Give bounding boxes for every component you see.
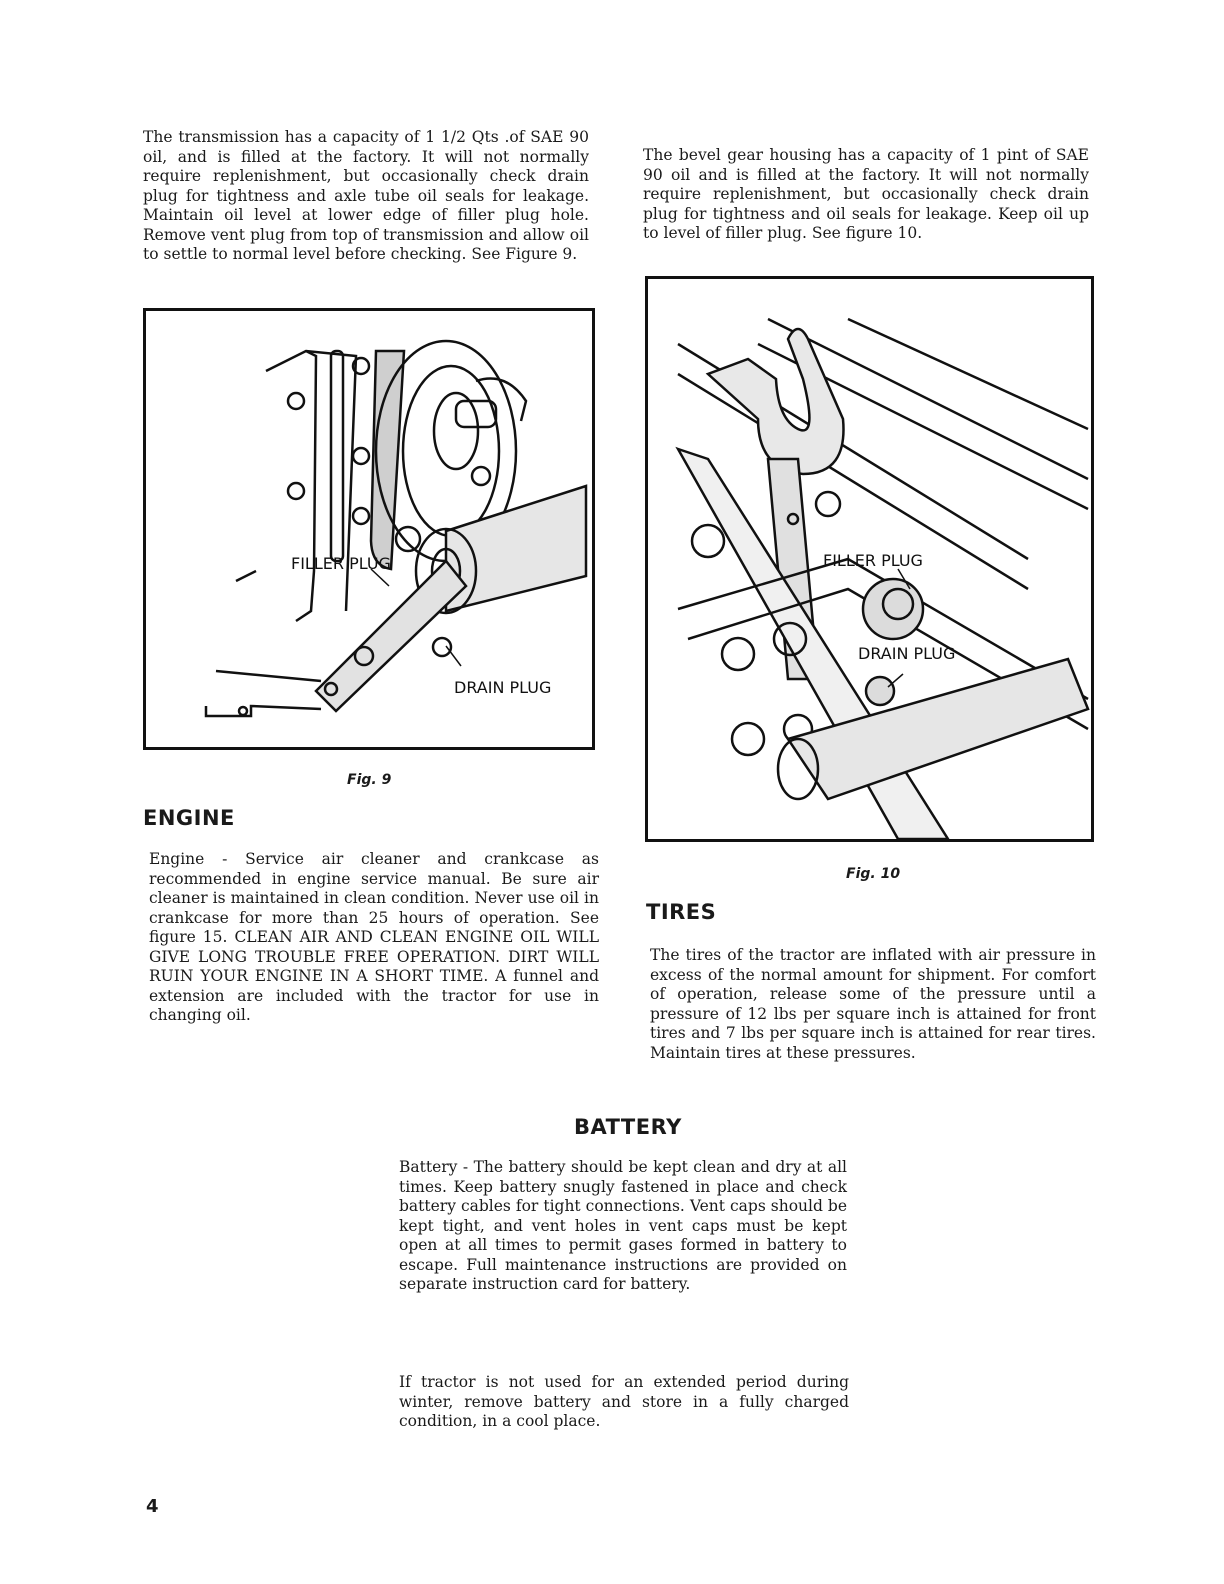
fig10-label-filler: FILLER PLUG bbox=[823, 551, 923, 570]
tires-heading: TIRES bbox=[646, 900, 717, 924]
fig10-rail-upper bbox=[848, 319, 1088, 429]
transmission-paragraph: The transmission has a capacity of 1 1/2 Qts .of SAE 90 oil, and is filled at the factory. It will not normally require replenishment, but occasionally check drain plug for tightness and axle tube oil seals for leakage. Maintain oil level at lower edge of filler plug hole. Remove vent plug from top of transmission and allow oil to settle to normal level before checking. See Figure 9. bbox=[143, 128, 589, 263]
page-number: 4 bbox=[146, 1496, 159, 1517]
engine-heading: ENGINE bbox=[143, 806, 235, 830]
fig10-illustration bbox=[648, 279, 1091, 839]
fig9-housing-rib bbox=[331, 351, 343, 561]
fig9-label-drain: DRAIN PLUG bbox=[454, 678, 552, 697]
figure-9 bbox=[143, 308, 595, 750]
battery-heading: BATTERY bbox=[574, 1115, 682, 1139]
fig9-illustration bbox=[146, 311, 592, 747]
fig10-drain-plug bbox=[866, 677, 894, 705]
fig9-axle-tube bbox=[446, 486, 586, 611]
battery-storage-paragraph: If tractor is not used for an extended period during winter, remove battery and store in a fully charged condition, in a cool place. bbox=[399, 1373, 849, 1430]
figure-10 bbox=[645, 276, 1094, 842]
bevel-gear-paragraph: The bevel gear housing has a capacity of 1 pint of SAE 90 oil and is filled at the factory. It will not normally require replenishment, but occasionally check drain plug for tightness and oil seals for leakage. Keep oil up to level of filler plug. See figure 10. bbox=[643, 146, 1089, 242]
fig9-caption: Fig. 9 bbox=[347, 772, 392, 788]
fig10-filler-plug bbox=[863, 579, 923, 639]
fig9-drain-plug bbox=[433, 638, 451, 656]
fig10-label-drain: DRAIN PLUG bbox=[858, 644, 956, 663]
fig9-label-filler: FILLER PLUG bbox=[291, 554, 391, 573]
fig9-pulley-inner bbox=[403, 366, 499, 536]
fig9-bracket bbox=[316, 561, 466, 711]
engine-paragraph: Engine - Service air cleaner and crankcase as recommended in engine service manual. Be sure air cleaner is maintained in clean condition. Never use oil in crankcase for more than 25 hours of operation. See figure 15. CLEAN AIR AND CLEAN ENGINE OIL WILL GIVE LONG TROUBLE FREE OPERATION. DIRT WILL RUIN YOUR ENGINE IN A SHORT TIME. A funnel and extension are included with the tractor for use in changing oil. bbox=[149, 850, 599, 1024]
tires-paragraph: The tires of the tractor are inflated with air pressure in excess of the normal amount for shipment. For comfort of operation, release some of the pressure until a pressure of 12 lbs per square inch is attained for front tires and 7 lbs per square inch is attained for rear tires. Maintain tires at these pressures. bbox=[650, 946, 1096, 1062]
fig10-caption: Fig. 10 bbox=[846, 866, 901, 882]
fig9-filler-plug bbox=[396, 527, 420, 551]
fig9-frame bbox=[206, 706, 321, 716]
battery-paragraph: Battery - The battery should be kept clean and dry at all times. Keep battery snugly fastened in place and check battery cables for tight connections. Vent caps should be kept tight, and vent holes in vent caps must be kept open at all times to permit gases formed in battery to escape. Full maintenance instructions are provided on separate instruction card for battery. bbox=[399, 1158, 847, 1293]
fig10-u-bracket bbox=[708, 329, 844, 474]
fig9-housing-edge bbox=[296, 351, 316, 621]
